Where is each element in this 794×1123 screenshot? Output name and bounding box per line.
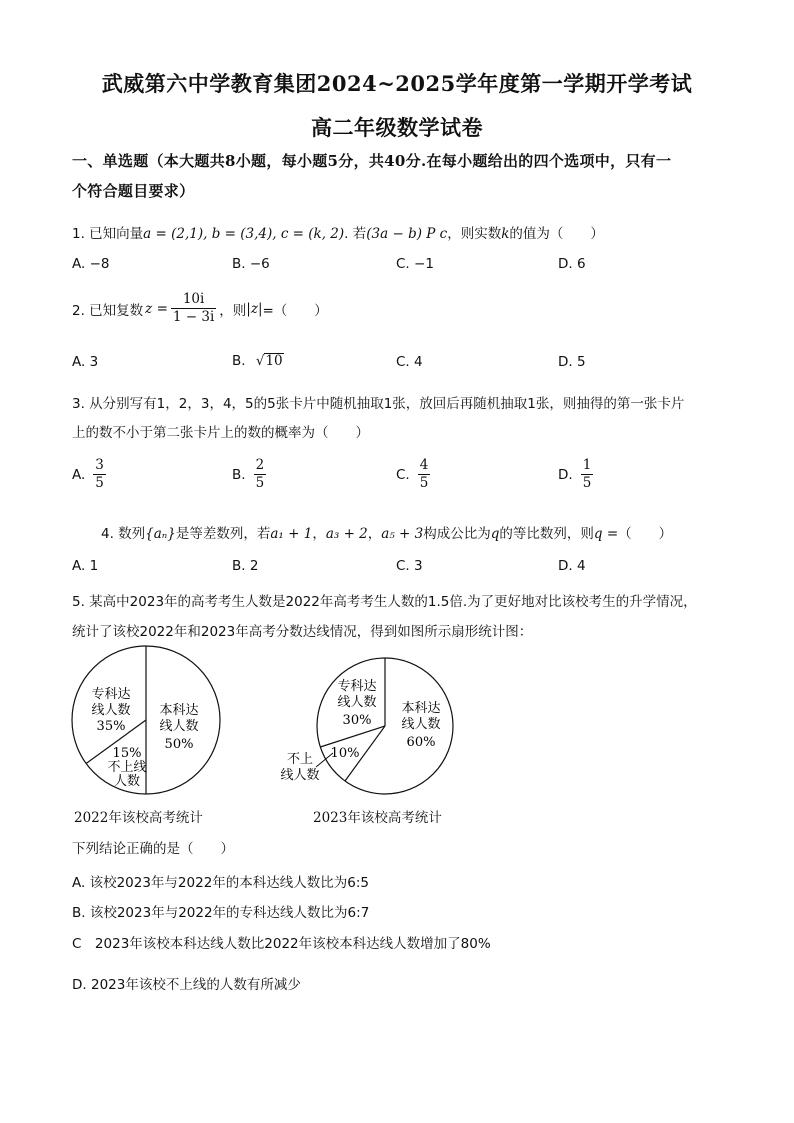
parallel-condition: (3a − b) P c: [366, 226, 448, 242]
pie-2023-label-bushang-pct: 10%: [330, 746, 360, 761]
q4-option-d: D. 4: [558, 558, 586, 574]
pie-2023-caption: 2023年该校高考统计: [313, 810, 442, 826]
question-4: 4. 数列{aₙ}是等差数列，若a₁ + 1，a₃ + 2，a₅ + 3构成公比为q的等比数列，则q =（ ）: [101, 526, 673, 542]
q4-option-a: A. 1: [72, 558, 99, 574]
q3-option-c: C. $\frac{4}{5}$: [396, 457, 429, 491]
question-3: 3. 从分别写有1，2，3，4，5的5张卡片中随机抽取1张，放回后再随机抽取1张，则抽得的第一张卡片: [72, 396, 685, 412]
question-2: 2. 已知复数 z = $\frac{10i}{1 - 3i}$ ，则 |z| =（ ）: [72, 291, 328, 325]
q1-option-a: A. −8: [72, 256, 110, 272]
q5-option-a: A. 该校2023年与2022年的本科达线人数比为6:5: [72, 875, 370, 891]
question-5-prompt: 下列结论正确的是（ ）: [72, 841, 234, 857]
pie-charts-figure: [0, 640, 794, 830]
section-heading-cont: 个符合题目要求）: [72, 182, 195, 200]
pie-2022-label-bushang: 15%不上线人数: [107, 746, 147, 789]
q2-option-b: B. √10: [232, 353, 283, 369]
vector-definitions: a = (2,1), b = (3,4), c = (k, 2): [143, 226, 345, 242]
q3-option-d: D. $\frac{1}{5}$: [558, 457, 592, 491]
pie-2022-label-benke: 本科达线人数 50%: [159, 703, 199, 752]
pie-2023-slice-boundary-1: [320, 726, 385, 747]
question-1: 1. 已知向量a = (2,1), b = (3,4), c = (k, 2). 若(3a − b) P c，则实数k的值为（ ）: [72, 226, 604, 242]
pie-2023-label-bushang: 不上线人数: [280, 752, 320, 783]
q3-option-b: B. $\frac{2}{5}$: [232, 457, 265, 491]
q2-option-c: C. 4: [396, 354, 423, 370]
pie-2023-label-zhuanke: 专科达线人数 30%: [337, 679, 377, 728]
q4-option-b: B. 2: [232, 558, 259, 574]
sqrt-value: 10: [265, 353, 283, 369]
pie-2022-caption: 2022年该校高考统计: [74, 810, 203, 826]
question-5: 5. 某高中2023年的高考考生人数是2022年高考考生人数的1.5倍.为了更好地对比该校考生的升学情况，: [72, 594, 697, 610]
q1-option-c: C. −1: [396, 256, 434, 272]
exam-subtitle: 高二年级数学试卷: [311, 115, 483, 140]
q2-option-a: A. 3: [72, 354, 99, 370]
question-3-cont: 上的数不小于第二张卡片上的数的概率为（ ）: [72, 425, 369, 441]
q5-option-c: C 2023年该校本科达线人数比2022年该校本科达线人数增加了80%: [72, 936, 491, 952]
section-heading: 一、单选题（本大题共8小题，每小题5分，共40分.在每小题给出的四个选项中，只有一: [72, 152, 672, 170]
q1-option-b: B. −6: [232, 256, 270, 272]
exam-title: 武威第六中学教育集团2024~2025学年度第一学期开学考试: [101, 71, 693, 96]
q1-option-d: D. 6: [558, 256, 586, 272]
pie-2022-label-zhuanke: 专科达线人数 35%: [91, 687, 131, 734]
pie-2023-label-benke: 本科达线人数 60%: [401, 701, 441, 750]
q5-option-d: D. 2023年该校不上线的人数有所减少: [72, 977, 301, 993]
fraction: $\frac{10i}{1 - 3i}$: [172, 291, 215, 325]
q4-option-c: C. 3: [396, 558, 423, 574]
q2-option-d: D. 5: [558, 354, 586, 370]
q5-option-b: B. 该校2023年与2022年的专科达线人数比为6:7: [72, 905, 370, 921]
question-5-cont: 统计了该校2022年和2023年高考分数达线情况，得到如图所示扇形统计图：: [72, 624, 533, 640]
q3-option-a: A. $\frac{3}{5}$: [72, 457, 104, 491]
